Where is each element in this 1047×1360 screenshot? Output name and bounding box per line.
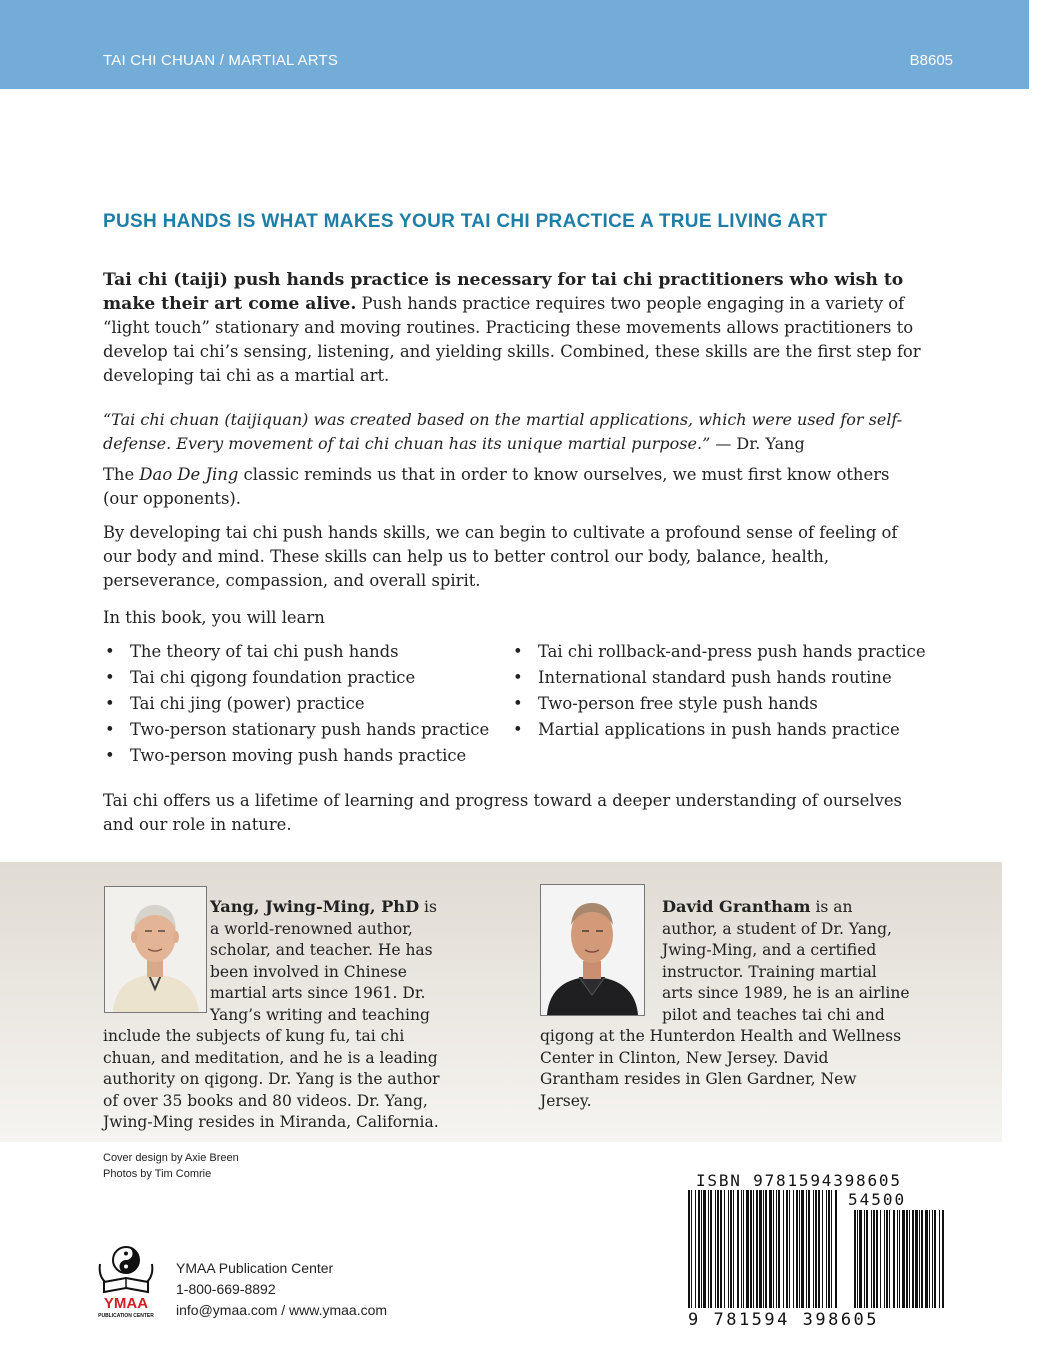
barcode-bar <box>703 1190 706 1308</box>
barcode-bar <box>796 1190 798 1308</box>
quote-text: “Tai chi chuan (taijiquan) was created based on the martial applications, which were used for self-defense. Every movement of tai chi chuan has its unique martial purpose.” <box>103 410 903 453</box>
barcode-bar <box>717 1190 719 1308</box>
bullet-icon: • <box>513 642 523 661</box>
barcode-bar <box>806 1190 807 1308</box>
photo-spacer <box>103 896 210 1016</box>
barcode-bar <box>728 1190 729 1308</box>
barcode-addon-bar <box>871 1210 872 1308</box>
learn-list-left <box>103 639 489 769</box>
barcode-addon-bar <box>893 1210 895 1308</box>
logo-text: YMAA <box>103 1295 149 1312</box>
barcode-bar <box>815 1190 817 1308</box>
photo-spacer <box>540 896 662 1024</box>
category-label: TAI CHI CHUAN / MARTIAL ARTS <box>103 52 339 69</box>
bullet-icon: • <box>105 746 115 765</box>
cover-design-credit: Cover design by Axie Breen <box>103 1152 239 1164</box>
bullet-icon: • <box>513 668 523 687</box>
barcode-bar <box>701 1190 702 1308</box>
barcode-bar <box>708 1190 709 1308</box>
list-item: • Two-person moving push hands practice <box>103 743 489 769</box>
barcode-bar <box>741 1190 742 1308</box>
barcode-addon-bar <box>880 1210 881 1308</box>
list-item: • International standard push hands routine <box>511 665 926 691</box>
barcode-addon-bar <box>934 1210 936 1308</box>
barcode-bar <box>822 1190 823 1308</box>
list-item: • Two-person free style push hands <box>511 691 926 717</box>
author1-bio: is a world-renowned author, scholar, and teacher. He has been involved in Chinese martial arts since 1961. Dr. Yang’s writing and teaching include the subjects of kung fu, tai chi chuan, and meditation, and he is a leading authority on qigong. Dr. Yang is the author of over 35 books and 80 videos. Dr. Yang, Jwing-Ming resides in Miranda, California. <box>103 898 440 1131</box>
barcode-bar <box>730 1190 732 1308</box>
author1-name: Yang, Jwing-Ming, PhD <box>210 897 420 916</box>
barcode-bar <box>695 1190 696 1308</box>
barcode-bar <box>691 1190 692 1308</box>
barcode-bar <box>753 1190 754 1308</box>
barcode-bar <box>783 1190 784 1308</box>
barcode-addon-bar <box>897 1210 898 1308</box>
barcode-bar <box>808 1190 810 1308</box>
grantham-bio <box>540 896 910 1112</box>
lead-rest: Push hands practice requires two people engaging in a variety of “light touch” stationary and moving routines. Practicing these movements allows practitioners to develop tai chi’s sensing, listening, and yielding skills. Combined, these skills are the first step for developing tai chi as a martial art. <box>103 294 921 385</box>
barcode-addon-bar <box>854 1210 856 1308</box>
logo-subtext: PUBLICATION CENTER <box>98 1313 154 1319</box>
barcode-addon-bar <box>906 1210 908 1308</box>
barcode-addon-bar <box>909 1210 910 1308</box>
barcode-addon-bar <box>915 1210 918 1308</box>
barcode-bar <box>769 1190 772 1308</box>
barcode-bar <box>763 1190 764 1308</box>
publisher-contact: info@ymaa.com / www.ymaa.com <box>176 1302 388 1318</box>
barcode-addon-bar <box>873 1210 875 1308</box>
barcode-addon-bar <box>912 1210 914 1308</box>
barcode-addon-bar <box>899 1210 900 1308</box>
barcode-bar <box>835 1190 837 1308</box>
list-item: • Tai chi rollback-and-press push hands practice <box>511 639 926 665</box>
barcode-addon-bar <box>929 1210 930 1308</box>
barcode-bar <box>743 1190 744 1308</box>
barcode-icon <box>686 1190 946 1310</box>
barcode-addon-bar <box>884 1210 885 1308</box>
barcode-addon-bar <box>866 1210 868 1308</box>
barcode-bar <box>746 1190 749 1308</box>
bullet-icon: • <box>105 694 115 713</box>
develop-paragraph: By developing tai chi push hands skills, we can begin to cultivate a profound sense of feeling of our body and mind. These skills can help us to better control our body, balance, health, perseverance, compassion, and overall spirit. <box>103 523 898 590</box>
barcode-bar <box>773 1190 774 1308</box>
author2-name: David Grantham <box>662 897 811 916</box>
yang-quote <box>103 408 923 456</box>
barcode-bar <box>801 1190 804 1308</box>
publisher-name: YMAA Publication Center <box>176 1260 334 1276</box>
bullet-icon: • <box>513 720 523 739</box>
barcode-addon-bar <box>864 1210 865 1308</box>
lead-paragraph <box>103 268 923 388</box>
dao-before: The <box>103 465 140 484</box>
barcode-bar <box>715 1190 716 1308</box>
bullet-icon: • <box>105 642 115 661</box>
list-item: • Tai chi jing (power) practice <box>103 691 489 717</box>
barcode-addon-bar <box>921 1210 923 1308</box>
barcode-addon-bar <box>932 1210 933 1308</box>
barcode-ean-digits: 9 781594 398605 <box>688 1310 880 1330</box>
barcode-bar <box>793 1190 794 1308</box>
barcode-bar <box>756 1190 758 1308</box>
publisher-block <box>176 1258 387 1321</box>
barcode-bar <box>710 1190 712 1308</box>
barcode-bar <box>813 1190 814 1308</box>
barcode-bar <box>776 1190 777 1308</box>
barcode-addon-bar <box>857 1210 858 1308</box>
quote-attribution: — Dr. Yang <box>710 434 805 453</box>
barcode-addon-bar <box>886 1210 888 1308</box>
barcode-addon-bar <box>876 1210 878 1308</box>
ymaa-logo-icon <box>96 1238 156 1320</box>
page-edge <box>1029 0 1047 1360</box>
headline: PUSH HANDS IS WHAT MAKES YOUR TAI CHI PRACTICE A TRUE LIVING ART <box>103 211 828 232</box>
barcode-bar <box>720 1190 722 1308</box>
barcode-addon-digits: 54500 <box>848 1190 907 1209</box>
barcode-bar <box>759 1190 762 1308</box>
barcode-addon-bar <box>919 1210 920 1308</box>
barcode-bar <box>724 1190 725 1308</box>
list-item: • Tai chi qigong foundation practice <box>103 665 489 691</box>
barcode-addon-bar <box>859 1210 862 1308</box>
barcode-addon-bar <box>942 1210 944 1308</box>
list-item: • Martial applications in push hands practice <box>511 717 926 743</box>
barcode-addon-bar <box>889 1210 890 1308</box>
barcode-addon-bar <box>939 1210 940 1308</box>
lead-bold: Tai chi (taiji) push hands practice is necessary for tai chi practitioners who wish to make their art come alive. <box>103 270 904 314</box>
dao-title: Dao De Jing <box>139 465 239 484</box>
barcode-bar <box>765 1190 767 1308</box>
barcode-bar <box>750 1190 752 1308</box>
list-item: • Two-person stationary push hands practice <box>103 717 489 743</box>
barcode-bar <box>789 1190 790 1308</box>
barcode-bar <box>698 1190 700 1308</box>
barcode-bar <box>778 1190 780 1308</box>
barcode-bar <box>733 1190 734 1308</box>
learn-intro: In this book, you will learn <box>103 608 325 627</box>
barcode-bar <box>831 1190 832 1308</box>
dao-paragraph <box>103 463 923 511</box>
bullet-icon: • <box>513 694 523 713</box>
learn-list-right <box>511 639 926 743</box>
barcode-bar <box>737 1190 739 1308</box>
yang-bio <box>103 896 448 1134</box>
barcode-bar <box>688 1190 690 1308</box>
bullet-icon: • <box>105 668 115 687</box>
list-item: • The theory of tai chi push hands <box>103 639 489 665</box>
barcode-bar <box>799 1190 800 1308</box>
dao-after: classic reminds us that in order to know ourselves, we must first know others (our opponents). <box>103 465 890 508</box>
barcode-addon-bar <box>902 1210 905 1308</box>
bullet-icon: • <box>105 720 115 739</box>
barcode-bar <box>828 1190 830 1308</box>
barcode-bar <box>826 1190 827 1308</box>
credits <box>103 1150 239 1182</box>
barcode-bar <box>818 1190 820 1308</box>
book-code: B8605 <box>909 52 953 69</box>
header-bar <box>0 0 1029 89</box>
closing-paragraph: Tai chi offers us a lifetime of learning and progress toward a deeper understanding of ourselves and our role in nature. <box>103 791 902 834</box>
barcode-bar <box>786 1190 788 1308</box>
barcode-addon-bar <box>925 1210 928 1308</box>
isbn-label: ISBN 9781594398605 <box>696 1171 902 1190</box>
publisher-phone: 1-800-669-8892 <box>176 1281 276 1297</box>
author2-bio: is an author, a student of Dr. Yang, Jwing-Ming, and a certified instructor. Training martial arts since 1989, he is an airline pilot and teaches tai chi and qigong at the Hunterdon Health and Wellness Center in Clinton, New Jersey. David Grantham resides in Glen Gardner, New Jersey. <box>540 898 910 1110</box>
photo-credit: Photos by Tim Comrie <box>103 1168 212 1180</box>
